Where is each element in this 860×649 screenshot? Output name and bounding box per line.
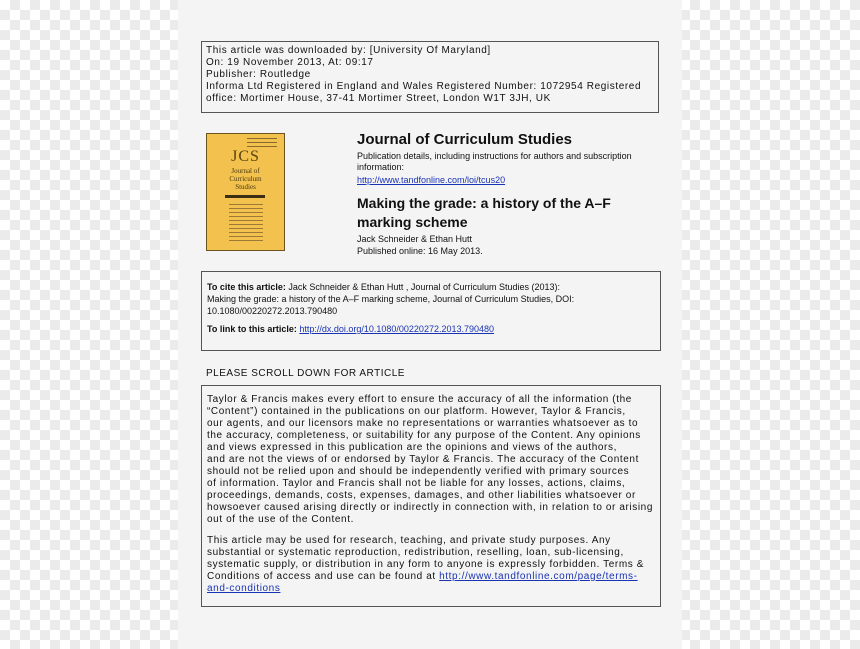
disclaimer-line: howsoever caused arising directly or indirectly in connection with, in relation to or arising — [207, 502, 653, 513]
journal-cover-image — [206, 133, 285, 251]
terms-link[interactable]: http://www.tandfonline.com/page/terms- — [439, 571, 638, 582]
journal-link[interactable]: http://www.tandfonline.com/loi/tcus20 — [357, 175, 506, 185]
disclaimer-box — [201, 385, 661, 607]
journal-title: Journal of Curriculum Studies — [357, 131, 573, 148]
disclaimer-line: should not be relied upon and should be independently verified with primary sources — [207, 466, 630, 477]
usage-line — [207, 583, 660, 595]
citation-line: Making the grade: a history of the A–F marking scheme, Journal of Curriculum Studies, DOI: — [207, 294, 575, 304]
disclaimer-line: Taylor & Francis makes every effort to ensure the accuracy of all the information (the — [207, 394, 632, 405]
usage-text: Conditions of access and use can be found at — [207, 571, 440, 582]
download-notice-line: Informa Ltd Registered in England and Wales Registered Number: 1072954 Registered — [206, 81, 642, 92]
download-notice-line: This article was downloaded by: [University Of Maryland] — [206, 45, 491, 56]
citation-box — [201, 271, 661, 351]
download-notice-line: Publisher: Routledge — [206, 69, 311, 80]
cover-title-line: Curriculum — [229, 175, 262, 183]
disclaimer-line: and views expressed in this publication are the opinions and views of the authors, — [207, 442, 617, 453]
link-label: To link to this article: — [207, 324, 300, 334]
terms-link-continued[interactable]: and-conditions — [207, 583, 281, 594]
usage-paragraph — [207, 535, 660, 595]
citation-line — [207, 281, 660, 293]
download-notice-line: office: Mortimer House, 37-41 Mortimer Street, London W1T 3JH, UK — [206, 93, 551, 104]
cover-title — [207, 167, 284, 191]
article-title: Making the grade: a history of the A–F marking scheme — [357, 195, 611, 230]
doi-link[interactable]: http://dx.doi.org/10.1080/00220272.2013.790480 — [299, 324, 495, 334]
disclaimer-line: of information. Taylor and Francis shall not be liable for any losses, actions, claims, — [207, 478, 626, 489]
usage-line: substantial or systematic reproduction, redistribution, reselling, loan, sub-licensing, — [207, 547, 624, 558]
published-date: Published online: 16 May 2013. — [357, 246, 483, 256]
disclaimer-line: and are not the views of or endorsed by Taylor & Francis. The accuracy of the Content — [207, 454, 639, 465]
disclaimer-line: our agents, and our licensors make no representations or warranties whatsoever as to — [207, 418, 639, 429]
cite-text: Jack Schneider & Ethan Hutt , Journal of Curriculum Studies (2013): — [285, 282, 560, 292]
publication-details: Publication details, including instructions for authors and subscription information: — [357, 151, 632, 172]
cover-title-line: Studies — [235, 183, 256, 191]
usage-line — [207, 571, 660, 583]
cover-contents-lines — [229, 204, 263, 244]
disclaimer-paragraph — [207, 394, 660, 526]
article-link-line — [207, 323, 660, 335]
disclaimer-line: proceedings, demands, costs, expenses, damages, and other liabilities whatsoever or — [207, 490, 636, 501]
usage-line: systematic supply, or distribution in any form to anyone is expressly forbidden. Terms & — [207, 559, 645, 570]
cover-band — [225, 195, 265, 198]
cover-title-line: Journal of — [231, 167, 260, 175]
usage-line: This article may be used for research, teaching, and private study purposes. Any — [207, 535, 611, 546]
download-notice-line: On: 19 November 2013, At: 09:17 — [206, 57, 374, 68]
article-authors: Jack Schneider & Ethan Hutt — [357, 234, 473, 244]
citation-line: 10.1080/00220272.2013.790480 — [207, 306, 338, 316]
scroll-notice: PLEASE SCROLL DOWN FOR ARTICLE — [206, 368, 405, 379]
download-notice-box — [201, 41, 659, 113]
cover-monogram: JCS — [231, 148, 260, 165]
cite-label: To cite this article: — [207, 282, 286, 292]
disclaimer-line: “Content”) contained in the publications on our platform. However, Taylor & Francis, — [207, 406, 626, 417]
disclaimer-line: out of the use of the Content. — [207, 514, 354, 525]
disclaimer-line: the accuracy, completeness, or suitability for any purpose of the Content. Any opinions — [207, 430, 641, 441]
